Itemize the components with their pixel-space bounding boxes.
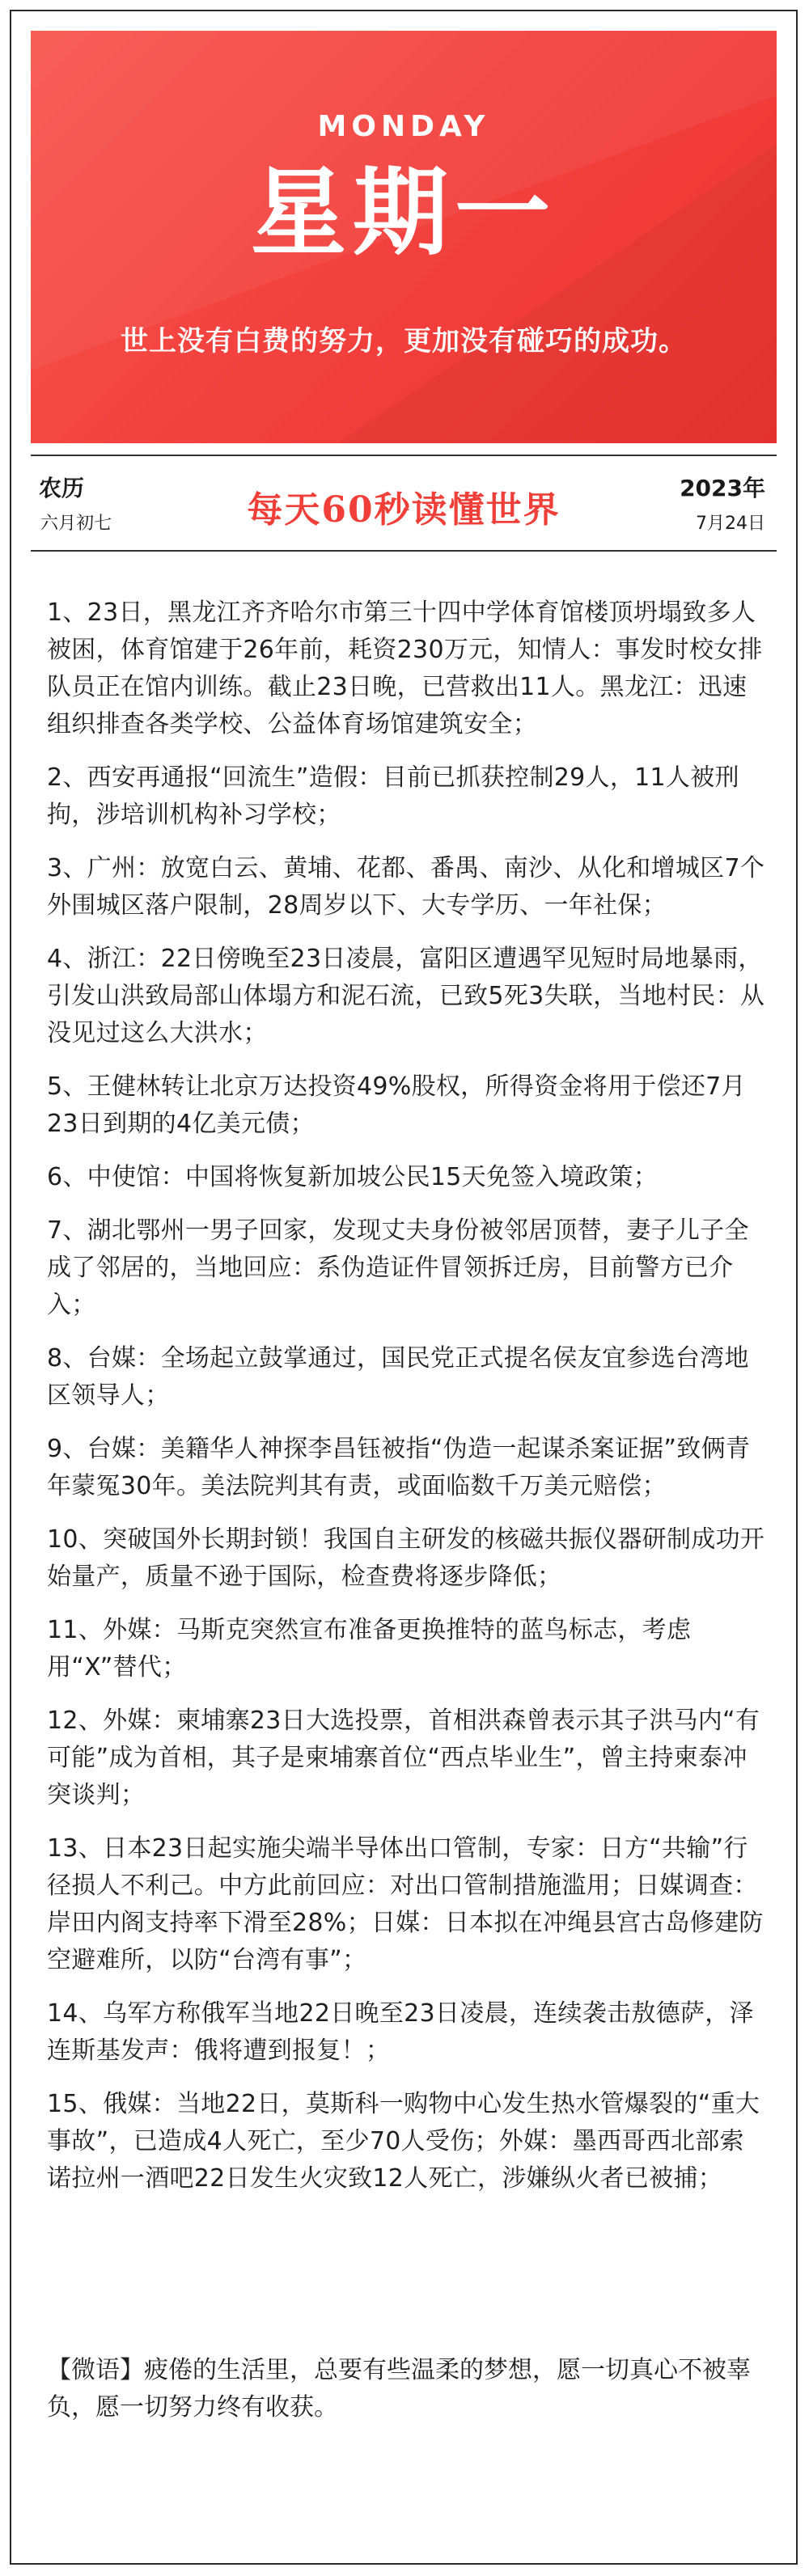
news-item: 2、西安再通报“回流生”造假：目前已抓获控制29人，11人被刑拘，涉培训机构补习学校； bbox=[47, 763, 739, 829]
lunar-label: 农历 bbox=[39, 475, 85, 501]
news-item: 3、广州：放宽白云、黄埔、花都、番禺、南沙、从化和增城区7个外围城区落户限制，28周岁以下、大专学历、一年社保； bbox=[47, 854, 765, 920]
month-day-label: 7月24日 bbox=[696, 514, 765, 534]
banner-motto: 世上没有白费的努力，更加没有碰巧的成功。 bbox=[121, 325, 687, 357]
news-item: 5、王健林转让北京万达投资49%股权，所得资金将用于偿还7月23日到期的4亿美元债； bbox=[47, 1072, 746, 1138]
news-item: 15、俄媒：当地22日，莫斯科一购物中心发生热水管爆裂的“重大事故”，已造成4人死亡，至少70人受伤；外媒：墨西哥西北部索诺拉州一酒吧22日发生火灾致12人死亡，涉嫌纵火者已被捕； bbox=[47, 2090, 760, 2193]
news-list bbox=[47, 594, 765, 2214]
news-item: 14、乌军方称俄军当地22日晚至23日凌晨，连续袭击敖德萨，泽连斯基发声：俄将遭到报复！； bbox=[47, 1999, 754, 2065]
date-header bbox=[31, 463, 777, 544]
news-item: 11、外媒：马斯克突然宣布准备更换推特的蓝鸟标志，考虑用“X”替代； bbox=[47, 1616, 692, 1681]
weekday-english: MONDAY bbox=[317, 110, 490, 143]
weekday-chinese: 星期一 bbox=[250, 157, 557, 269]
year-label: 2023年 bbox=[680, 475, 765, 501]
news-item: 8、台媒：全场起立鼓掌通过，国民党正式提名侯友宜参选台湾地区领导人； bbox=[47, 1344, 749, 1410]
divider-bottom bbox=[31, 550, 777, 552]
news-item: 1、23日，黑龙江齐齐哈尔市第三十四中学体育馆楼顶坍塌致多人被困，体育馆建于26年前，耗资230万元，知情人：事发时校女排队员正在馆内训练。截止23日晚，已营救出11人。黑龙江：迅速组织排查各类学校、公益体育场馆建筑安全； bbox=[47, 599, 763, 738]
news-item: 10、突破国外长期封锁！我国自主研发的核磁共振仪器研制成功开始量产，质量不逊于国际，检查费将逐步降低； bbox=[47, 1525, 765, 1591]
news-item: 13、日本23日起实施尖端半导体出口管制，专家：日方“共输”行径损人不利己。中方此前回应：对出口管制措施滥用；日媒调查：岸田内阁支持率下滑至28%；日媒：日本拟在冲绳县宫古岛修建防空避难所，以防“台湾有事”； bbox=[47, 1834, 764, 1974]
news-item: 6、中使馆：中国将恢复新加坡公民15天免签入境政策； bbox=[47, 1163, 659, 1191]
news-item: 7、湖北鄂州一男子回家，发现丈夫身份被邻居顶替，妻子儿子全成了邻居的，当地回应：系伪造证件冒领拆迁房，目前警方已介入； bbox=[47, 1216, 749, 1319]
lunar-date: 六月初七 bbox=[40, 514, 112, 534]
page-title: 每天60秒读懂世界 bbox=[247, 489, 561, 531]
divider-top bbox=[31, 455, 777, 456]
daily-quote: 【微语】疲倦的生活里，总要有些温柔的梦想，愿一切真心不被辜负，愿一切努力终有收获。 bbox=[47, 2356, 751, 2422]
news-item: 4、浙江：22日傍晚至23日凌晨，富阳区遭遇罕见短时局地暴雨，引发山洪致局部山体塌方和泥石流，已致5死3失联，当地村民：从没见过这么大洪水； bbox=[47, 945, 765, 1047]
news-item: 12、外媒：柬埔寨23日大选投票，首相洪森曾表示其子洪马内“有可能”成为首相，其子是柬埔寨首位“西点毕业生”，曾主持柬泰冲突谈判； bbox=[47, 1707, 760, 1809]
news-item: 9、台媒：美籍华人神探李昌钰被指“伪造一起谋杀案证据”致俩青年蒙冤30年。美法院判其有责，或面临数千万美元赔偿； bbox=[47, 1435, 751, 1500]
header-banner bbox=[31, 31, 777, 443]
